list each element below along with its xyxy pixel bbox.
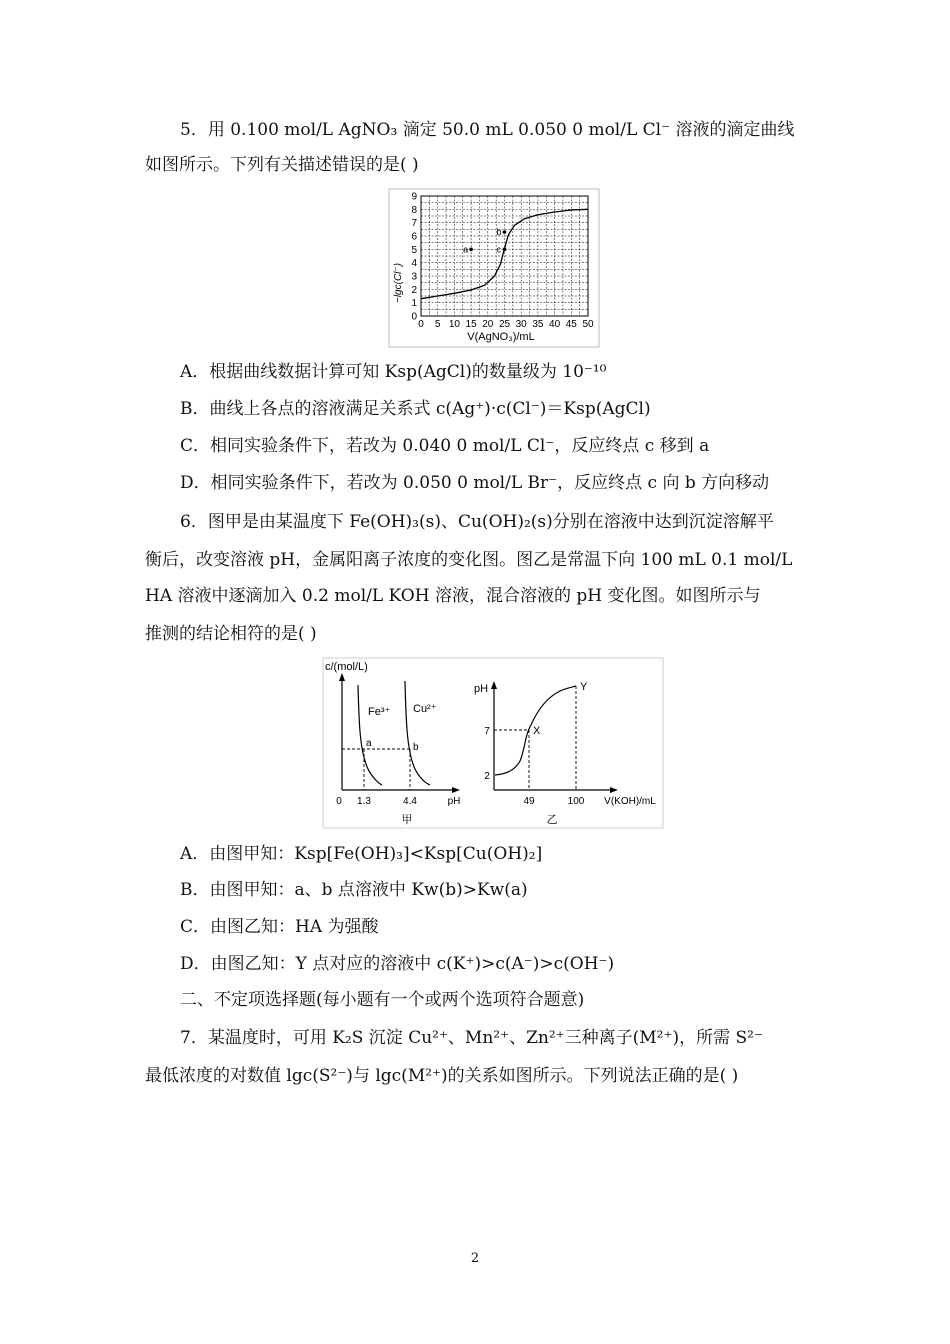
q5-xtick-label: 25 bbox=[498, 319, 511, 330]
jia-point-a: a bbox=[366, 738, 372, 749]
q5-stem-line2: 如图所示。下列有关描述错误的是( ) bbox=[145, 155, 419, 175]
q5-xtick-label: 50 bbox=[582, 319, 594, 330]
q5-xtick-label: 15 bbox=[465, 319, 477, 330]
jia-xtick-1: 1.3 bbox=[357, 796, 371, 807]
fig-jia bbox=[325, 661, 460, 826]
yi-caption: 乙 bbox=[546, 814, 558, 826]
jia-y-label: c/(mol/L) bbox=[325, 661, 368, 673]
q5-ytick-label: 0 bbox=[411, 311, 417, 323]
q5-point-label-b: b bbox=[496, 227, 502, 237]
fe-curve bbox=[358, 685, 382, 785]
q6-option-a[interactable]: A．由图甲知：Ksp[Fe(OH)₃]<Ksp[Cu(OH)₂] bbox=[180, 844, 543, 864]
q5-point-label-a: a bbox=[463, 244, 469, 255]
jia-caption: 甲 bbox=[401, 814, 413, 826]
yi-point-x: X bbox=[533, 725, 541, 737]
q5-ytick-label: 9 bbox=[411, 191, 417, 203]
q5-point-a bbox=[469, 248, 473, 252]
jia-origin: 0 bbox=[336, 796, 342, 807]
yi-xtick-49: 49 bbox=[523, 796, 535, 807]
q5-option-b[interactable]: B．曲线上各点的溶液满足关系式 c(Ag⁺)·c(Cl⁻)＝Ksp(AgCl) bbox=[180, 399, 651, 419]
q6-stem-line1: 6．图甲是由某温度下 Fe(OH)₃(s)、Cu(OH)₂(s)分别在溶液中达到沉淀溶解平 bbox=[180, 512, 774, 532]
q5-ytick-label: 7 bbox=[411, 218, 417, 230]
q5-ytick-label: 2 bbox=[411, 284, 417, 296]
q5-xtick-label: 40 bbox=[549, 319, 561, 330]
q6-option-d[interactable]: D．由图乙知：Y 点对应的溶液中 c(K⁺)>c(A⁻)>c(OH⁻) bbox=[180, 954, 615, 974]
q5-option-d[interactable]: D．相同实验条件下，若改为 0.050 0 mol/L Br⁻，反应终点 c 向 b 方向移动 bbox=[180, 473, 770, 493]
q6-stem-line2: 衡后，改变溶液 pH，金属阳离子浓度的变化图。图乙是常温下向 100 mL 0.1 mol/L bbox=[145, 550, 793, 570]
page-number: 2 bbox=[470, 1251, 480, 1266]
q5-xtick-label: 45 bbox=[565, 319, 577, 330]
q5-xtick-label: 5 bbox=[434, 319, 441, 330]
q5-point-label-c: c bbox=[496, 244, 501, 255]
q5-y-label: −lgc(Cl⁻) bbox=[393, 262, 404, 304]
q5-xtick-label: 20 bbox=[482, 319, 494, 330]
jia-x-label: pH bbox=[447, 796, 461, 807]
q5-xtick-label: 35 bbox=[532, 319, 544, 330]
fig-yi bbox=[474, 681, 656, 826]
q5-xtick-label: 30 bbox=[515, 319, 527, 330]
yi-y-label: pH bbox=[474, 683, 489, 695]
q6-figures bbox=[322, 657, 664, 829]
q5-ytick-label: 8 bbox=[411, 204, 417, 216]
q5-ytick-label: 3 bbox=[411, 271, 417, 283]
q6-option-b[interactable]: B．由图甲知：a、b 点溶液中 Kw(b)>Kw(a) bbox=[180, 880, 528, 900]
q5-ytick-label: 5 bbox=[411, 244, 417, 256]
q5-x-label: V(AgNO₃)/mL bbox=[467, 331, 535, 343]
cu-label: Cu²⁺ bbox=[413, 703, 437, 715]
q5-ytick-label: 6 bbox=[411, 231, 417, 243]
yi-ytick-2: 2 bbox=[484, 771, 490, 782]
jia-xtick-2: 4.4 bbox=[403, 796, 417, 807]
q5-option-a[interactable]: A．根据曲线数据计算可知 Ksp(AgCl)的数量级为 10⁻¹⁰ bbox=[180, 362, 607, 382]
yi-xtick-100: 100 bbox=[567, 796, 585, 807]
fe-label: Fe³⁺ bbox=[368, 706, 391, 718]
q5-xtick-label: 10 bbox=[448, 319, 460, 330]
q6-stem-line4: 推测的结论相符的是( ) bbox=[145, 624, 317, 644]
q5-titration-chart bbox=[388, 188, 600, 348]
section-2-heading: 二、不定项选择题(每小题有一个或两个选项符合题意) bbox=[180, 990, 585, 1010]
jia-point-b: b bbox=[413, 742, 419, 753]
cu-curve bbox=[405, 681, 430, 785]
q5-point-c bbox=[503, 248, 507, 252]
q7-stem-line2: 最低浓度的对数值 lgc(S²⁻)与 lgc(M²⁺)的关系如图所示。下列说法正确的是( ) bbox=[145, 1066, 739, 1086]
q6-stem-line3: HA 溶液中逐滴加入 0.2 mol/L KOH 溶液，混合溶液的 pH 变化图。如图所示与 bbox=[145, 586, 761, 606]
q5-point-b bbox=[503, 230, 507, 234]
q5-ytick-label: 4 bbox=[411, 258, 417, 270]
yi-ytick-7: 7 bbox=[484, 726, 490, 737]
q6-option-c[interactable]: C．由图乙知：HA 为强酸 bbox=[180, 917, 379, 937]
q7-stem-line1: 7．某温度时，可用 K₂S 沉淀 Cu²⁺、Mn²⁺、Zn²⁺三种离子(M²⁺)，所需 S²⁻ bbox=[180, 1028, 763, 1048]
q5-xtick-label: 0 bbox=[418, 319, 424, 330]
q5-ytick-label: 1 bbox=[411, 298, 417, 310]
yi-x-label: V(KOH)/mL bbox=[604, 796, 656, 807]
q5-option-c[interactable]: C．相同实验条件下，若改为 0.040 0 mol/L Cl⁻，反应终点 c 移到 a bbox=[180, 436, 710, 456]
yi-point-y: Y bbox=[580, 681, 588, 693]
q5-stem-line1: 5．用 0.100 mol/L AgNO₃ 滴定 50.0 mL 0.050 0 mol/L Cl⁻ 溶液的滴定曲线 bbox=[180, 120, 795, 140]
